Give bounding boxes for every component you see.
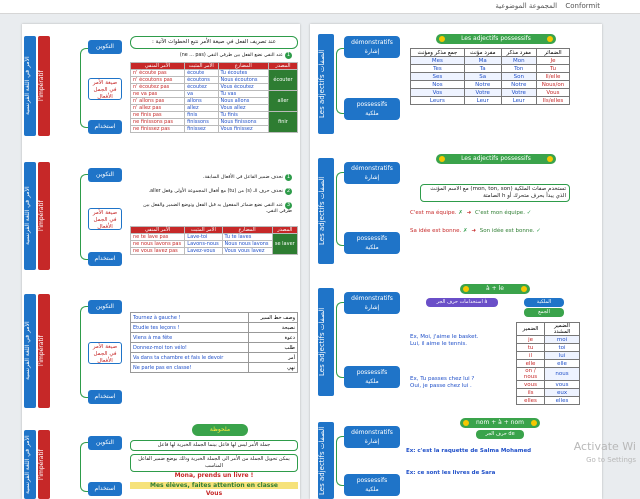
table-row — [517, 381, 580, 389]
table-row — [411, 65, 570, 73]
cell-a: tu — [517, 344, 545, 352]
tag-de: حرف الجر de — [476, 430, 524, 439]
header-pronoun: الضمائر — [536, 49, 569, 57]
cell-fr: Viens à ma fête — [131, 333, 249, 343]
cell-neg: n' écoutez pas — [131, 84, 185, 91]
cell-fr: Donnez-moi ton vélo! — [131, 343, 249, 353]
example-1-line-1: Ex, Moi, j'aime le basket. — [410, 334, 479, 340]
pill-ar: إشارة — [364, 304, 380, 311]
pill-formation: التكوين — [88, 300, 122, 314]
cell-m: Votre — [501, 89, 536, 97]
pill-demonstratifs — [344, 292, 400, 314]
cell-sub: Il/elle — [536, 73, 569, 81]
pill-usage: استخدام — [88, 252, 122, 266]
table-row — [411, 57, 570, 65]
cell-a: elle — [517, 360, 545, 368]
cell-f: Ma — [464, 57, 501, 65]
table-row — [517, 397, 580, 405]
cell-p: Tes — [411, 65, 465, 73]
table-row — [517, 389, 580, 397]
cell-imp: Lavez-vous — [185, 248, 222, 255]
bracket — [80, 48, 88, 128]
cell-b: elles — [545, 397, 580, 405]
header-plural: جمع مذكر ومؤنث — [411, 49, 465, 57]
cell-ar: دعوة — [249, 333, 298, 343]
cell-imp: écoute — [185, 70, 218, 77]
right-section-2 — [310, 152, 602, 268]
cell-neg: ne vous lavez pas — [131, 248, 185, 255]
cell-pres: Nous nous lavons — [222, 241, 272, 248]
possessive-table — [410, 48, 570, 105]
header-imp: الأمر المثبت — [185, 227, 222, 234]
note-1: جملة الأمر ليس لها فاعل بينما الجملة الخبرية لها فاعل — [130, 440, 298, 451]
table-row — [131, 313, 298, 323]
section-heading: nom + à + nom — [460, 418, 540, 428]
section-title: عند تصريف الفعل في صيغة الأمر نتبع الخطوات الآتية : — [130, 36, 298, 49]
example-2: Ex: ce sont les livres de Sara — [406, 470, 496, 476]
pill-possessifs — [344, 232, 400, 254]
pill-imperative: صيغة الأمر في الجمل الأفعال — [88, 342, 122, 364]
table-row — [131, 70, 298, 77]
bracket — [80, 306, 88, 398]
step-1-text: نحذف ضمير الفاعل في الأفعال السابقة. — [203, 175, 283, 180]
cell-f: Ta — [464, 65, 501, 73]
pill-ar: إشارة — [364, 174, 380, 181]
cell-ar: وصف خط السير — [249, 313, 298, 323]
cell-p: Leurs — [411, 97, 465, 105]
step-3-text: عند النفي نضع ضمائر المفعول به قبل الفعل وتوضع الضمير والفعل بين طرفي النفي. — [143, 203, 292, 214]
cell-pres: Vous allez — [218, 105, 268, 112]
tag-plural: الجمع — [524, 308, 564, 317]
cell-p: Nos — [411, 81, 465, 89]
example-right: C'est mon équipe. — [474, 210, 525, 216]
pill-formation: التكوين — [88, 40, 122, 54]
breadcrumb-right[interactable]: المجموعة الموضوعية — [495, 2, 558, 10]
table-header-row — [517, 323, 580, 336]
cell-imp: allez — [185, 105, 218, 112]
bracket — [336, 172, 344, 246]
section-heading: à + le — [460, 284, 530, 294]
table-row — [517, 352, 580, 360]
cell-f: Leur — [464, 97, 501, 105]
step-1: 1عند النفي نضع الفعل بين طرفي النفي (ne ... pas) — [179, 52, 291, 58]
section-heading: Les adjectifs possessifs — [436, 154, 556, 164]
side-tab-red: l'impératif — [38, 162, 50, 270]
cell-imp: Lavons-nous — [185, 241, 222, 248]
cell-a: elles — [517, 397, 545, 405]
usage-table — [130, 312, 298, 373]
table-row — [131, 333, 298, 343]
table-header-row — [411, 49, 570, 57]
cell-a: je — [517, 336, 545, 344]
pill-ar: إشارة — [364, 48, 380, 55]
example-2: Mes élèves, faites attention en classe — [130, 482, 298, 489]
header-pres: المضارع — [222, 227, 272, 234]
right-section-1 — [310, 30, 602, 140]
cell-sub: Nous/on — [536, 81, 569, 89]
example-1: Ex: c'est la raquette de Salma Mohamed — [406, 448, 532, 454]
table-header-row — [131, 227, 298, 234]
activate-watermark-sub: Go to Settings — [586, 456, 636, 464]
cross-icon: ✗ — [463, 228, 468, 234]
step-1-text: عند النفي نضع الفعل بين طرفي النفي (ne ... pas) — [179, 53, 283, 58]
side-tab: Les adjectifs الصفات — [318, 422, 334, 499]
note-2: يمكن تحويل الجملة من الأمر الى الجملة الخبرية وذلك بوضع ضمير الفاعل المناسب — [130, 454, 298, 472]
header-inf: المصدر — [268, 63, 297, 70]
pill-formation: التكوين — [88, 168, 122, 182]
table-row — [131, 363, 298, 373]
cell-imp: finissez — [185, 126, 218, 133]
header-a: الضمير — [517, 323, 545, 336]
cell-sub: Je — [536, 57, 569, 65]
check-icon: ✓ — [526, 210, 532, 216]
cell-imp: écoutons — [185, 77, 218, 84]
cell-pres: Vous finissez — [218, 126, 268, 133]
pill-imperative: صيغة الأمر في الجمل الأفعال — [88, 208, 122, 230]
example-row-2 — [410, 228, 590, 235]
pill-ar: ملكية — [365, 110, 379, 117]
step-3: 3عند النفي نضع ضمائر المفعول به قبل الفعل وتوضع الضمير والفعل بين طرفي النفي. — [143, 202, 292, 214]
header-b: الضمير المشدد — [545, 323, 580, 336]
cell-imp: allons — [185, 98, 218, 105]
cell-neg: ne nous lavons pas — [131, 241, 185, 248]
cell-pres: Nous allons — [218, 98, 268, 105]
pill-ar: ملكية — [365, 244, 379, 251]
cell-fr: Tournez à gauche ! — [131, 313, 249, 323]
side-tab: Les adjectifs الصفات — [318, 288, 334, 396]
conjugation-table-1 — [130, 62, 298, 133]
table-row — [131, 112, 298, 119]
table-row — [131, 343, 298, 353]
cell-imp: Lave-toi — [185, 234, 222, 241]
cell-inf: finir — [268, 112, 297, 133]
cell-pres: Tu vas — [218, 91, 268, 98]
table-row — [517, 344, 580, 352]
cell-neg: ne finissons pas — [131, 119, 185, 126]
bracket — [336, 302, 344, 378]
table-row — [131, 91, 298, 98]
cell-neg: n' écoute pas — [131, 70, 185, 77]
bracket — [336, 48, 344, 114]
pill-usage: استخدام — [88, 120, 122, 134]
cell-neg: ne va pas — [131, 91, 185, 98]
pill-demonstratifs — [344, 162, 400, 184]
step-2-text: نحذف حرف الـ (s) من (tu) مع أفعال المجموعة الأولى وفعل aller. — [148, 189, 283, 194]
arrow-icon: ➜ — [471, 228, 476, 234]
table-row — [517, 336, 580, 344]
left-page — [22, 24, 300, 499]
example-1 — [410, 334, 510, 348]
sub-heading: استخدامات حرف الجر à — [426, 298, 498, 307]
cell-ar: نصيحة — [249, 323, 298, 333]
example-right: Son idée est bonne. — [479, 228, 535, 234]
cell-b: lui — [545, 352, 580, 360]
example-2 — [410, 376, 510, 390]
cell-sub: Tu — [536, 65, 569, 73]
header-fem: مفرد مؤنث — [464, 49, 501, 57]
example-1-line-2: Lui, il aime le tennis. — [410, 341, 467, 347]
cell-neg: ne finis pas — [131, 112, 185, 119]
cell-pres: Tu te laves — [222, 234, 272, 241]
right-section-3 — [310, 282, 602, 402]
example-row-1 — [410, 210, 590, 217]
cell-pres: Vous écoutez — [218, 84, 268, 91]
rule-text: تستخدم صفات الملكية (mon, ton, son) مع الاسم المؤنث الذي يبدأ بحرف متحرك أو h الصامتة — [420, 184, 570, 202]
cell-inf: aller — [268, 91, 297, 112]
bracket — [336, 436, 344, 486]
cross-icon: ✗ — [458, 210, 463, 216]
table-row — [131, 234, 298, 241]
cell-a: il — [517, 352, 545, 360]
pill-possessifs — [344, 474, 400, 496]
side-tab-red: l'impératif — [38, 294, 50, 408]
example-2-line-2: Oui, je passe chez lui . — [410, 383, 472, 389]
pill-fr: démonstratifs — [351, 295, 393, 302]
header-neg: الأمر المنفي — [131, 63, 185, 70]
pill-fr: possessifs — [356, 101, 388, 108]
pill-possessifs — [344, 98, 400, 120]
side-tab: Les adjectifs الصفات — [318, 34, 334, 134]
side-tab: Les adjectifs الصفات — [318, 158, 334, 264]
cell-a: ils — [517, 389, 545, 397]
cell-b: eux — [545, 389, 580, 397]
side-tab-blue: الأمر في اللغة الفرنسية — [24, 162, 36, 270]
left-section-4 — [22, 424, 300, 499]
header-imp: الأمر المثبت — [185, 63, 218, 70]
tag-possession: الملكية — [524, 298, 564, 307]
example-wrong: C'est ma équipe. — [410, 210, 457, 216]
cell-pres: Tu écoutes — [218, 70, 268, 77]
pill-ar: إشارة — [364, 438, 380, 445]
cell-sub: Vous — [536, 89, 569, 97]
cell-b: moi — [545, 336, 580, 344]
table-row — [517, 360, 580, 368]
table-row — [131, 353, 298, 363]
cell-m: Mon — [501, 57, 536, 65]
cell-m: Ton — [501, 65, 536, 73]
cell-imp: va — [185, 91, 218, 98]
cell-fr: Va dans ta chambre et fais le devoir — [131, 353, 249, 363]
table-row — [411, 89, 570, 97]
table-row — [411, 97, 570, 105]
pill-fr: possessifs — [356, 235, 388, 242]
cell-a: vous — [517, 381, 545, 389]
cell-pres: Nous finissons — [218, 119, 268, 126]
cell-f: Sa — [464, 73, 501, 81]
cell-neg: n' allons pas — [131, 98, 185, 105]
header-masc: مفرد مذكر — [501, 49, 536, 57]
right-page — [310, 24, 602, 499]
activate-watermark: Activate Wi — [573, 440, 636, 453]
cell-imp: finis — [185, 112, 218, 119]
cell-m: Notre — [501, 81, 536, 89]
table-header-row — [131, 63, 298, 70]
header-inf: المصدر — [272, 227, 297, 234]
pill-fr: possessifs — [356, 477, 388, 484]
example-1: Mona, prends un livre ! — [174, 472, 254, 479]
conjugation-table-2 — [130, 226, 298, 255]
header-pres: المضارع — [218, 63, 268, 70]
example-wrong: Sa idée est bonne. — [410, 228, 462, 234]
step-2: 2نحذف حرف الـ (s) من (tu) مع أفعال المجموعة الأولى وفعل aller. — [148, 188, 291, 194]
side-tab-red: l'impératif — [38, 430, 50, 499]
step-1: 1نحذف ضمير الفاعل في الأفعال السابقة. — [203, 174, 291, 180]
cell-b: vous — [545, 381, 580, 389]
bracket — [80, 174, 88, 260]
table-row — [517, 368, 580, 381]
cell-pres: Nous écoutons — [218, 77, 268, 84]
pill-fr: démonstratifs — [351, 39, 393, 46]
left-section-2 — [22, 152, 300, 272]
arrow-icon: ➜ — [466, 210, 472, 216]
cell-p: Vos — [411, 89, 465, 97]
cell-a: on / nous — [517, 368, 545, 381]
cell-b: toi — [545, 344, 580, 352]
table-row — [411, 73, 570, 81]
pill-demonstratifs — [344, 36, 400, 58]
section-heading: Les adjectifs possessifs — [436, 34, 556, 44]
pill-possessifs — [344, 366, 400, 388]
left-section-1 — [22, 32, 300, 142]
cell-fr: Ne parle pas en classe! — [131, 363, 249, 373]
cell-b: nous — [545, 368, 580, 381]
side-tab-blue: الأمر في اللغة الفرنسية — [24, 36, 36, 136]
pill-fr: démonstratifs — [351, 165, 393, 172]
table-row — [131, 323, 298, 333]
table-row — [411, 81, 570, 89]
cell-inf: se laver — [272, 234, 297, 255]
cell-m: Son — [501, 73, 536, 81]
top-bar — [0, 0, 640, 14]
side-tab-blue: الأمر في اللغة الفرنسية — [24, 430, 36, 499]
pill-usage: استخدام — [88, 390, 122, 404]
pill-fr: démonstratifs — [351, 429, 393, 436]
cell-ar: نهي — [249, 363, 298, 373]
pill-ar: ملكية — [365, 486, 379, 493]
cell-neg: ne te lave pas — [131, 234, 185, 241]
note-heading: ملحوظة — [192, 424, 248, 436]
left-section-3 — [22, 286, 300, 416]
cell-neg: n' écoutons pas — [131, 77, 185, 84]
cell-m: Leur — [501, 97, 536, 105]
pill-demonstratifs — [344, 426, 400, 448]
cell-f: Notre — [464, 81, 501, 89]
pill-ar: ملكية — [365, 378, 379, 385]
pill-fr: possessifs — [356, 369, 388, 376]
breadcrumb-left[interactable]: Conformit — [565, 2, 600, 10]
cell-fr: Etudie tes leçons ! — [131, 323, 249, 333]
cell-neg: n' allez pas — [131, 105, 185, 112]
pronoun-table — [516, 322, 580, 405]
check-icon: ✓ — [536, 228, 541, 234]
bracket — [80, 442, 88, 492]
cell-b: elle — [545, 360, 580, 368]
cell-inf: écouter — [268, 70, 297, 91]
example-2-line-1: Ex, Tu passes chez lui ? — [410, 376, 475, 382]
header-neg: الأمر المنفي — [131, 227, 185, 234]
example-3: Vous — [205, 490, 223, 497]
pill-formation: التكوين — [88, 436, 122, 450]
side-tab-blue: الأمر في اللغة الفرنسية — [24, 294, 36, 408]
pill-usage: استخدام — [88, 482, 122, 496]
cell-sub: Ils/elles — [536, 97, 569, 105]
cell-p: Mes — [411, 57, 465, 65]
pill-imperative: صيغة الأمر في الجمل الأفعال — [88, 78, 122, 100]
cell-neg: ne finissez pas — [131, 126, 185, 133]
side-tab-red: l'impératif — [38, 36, 50, 136]
cell-imp: finissons — [185, 119, 218, 126]
breadcrumb — [489, 2, 600, 10]
right-section-4 — [310, 416, 602, 499]
cell-pres: Tu finis — [218, 112, 268, 119]
cell-pres: Vous vous lavez — [222, 248, 272, 255]
cell-ar: أمر — [249, 353, 298, 363]
cell-imp: écoutez — [185, 84, 218, 91]
cell-f: Votre — [464, 89, 501, 97]
cell-ar: طلب — [249, 343, 298, 353]
cell-p: Ses — [411, 73, 465, 81]
